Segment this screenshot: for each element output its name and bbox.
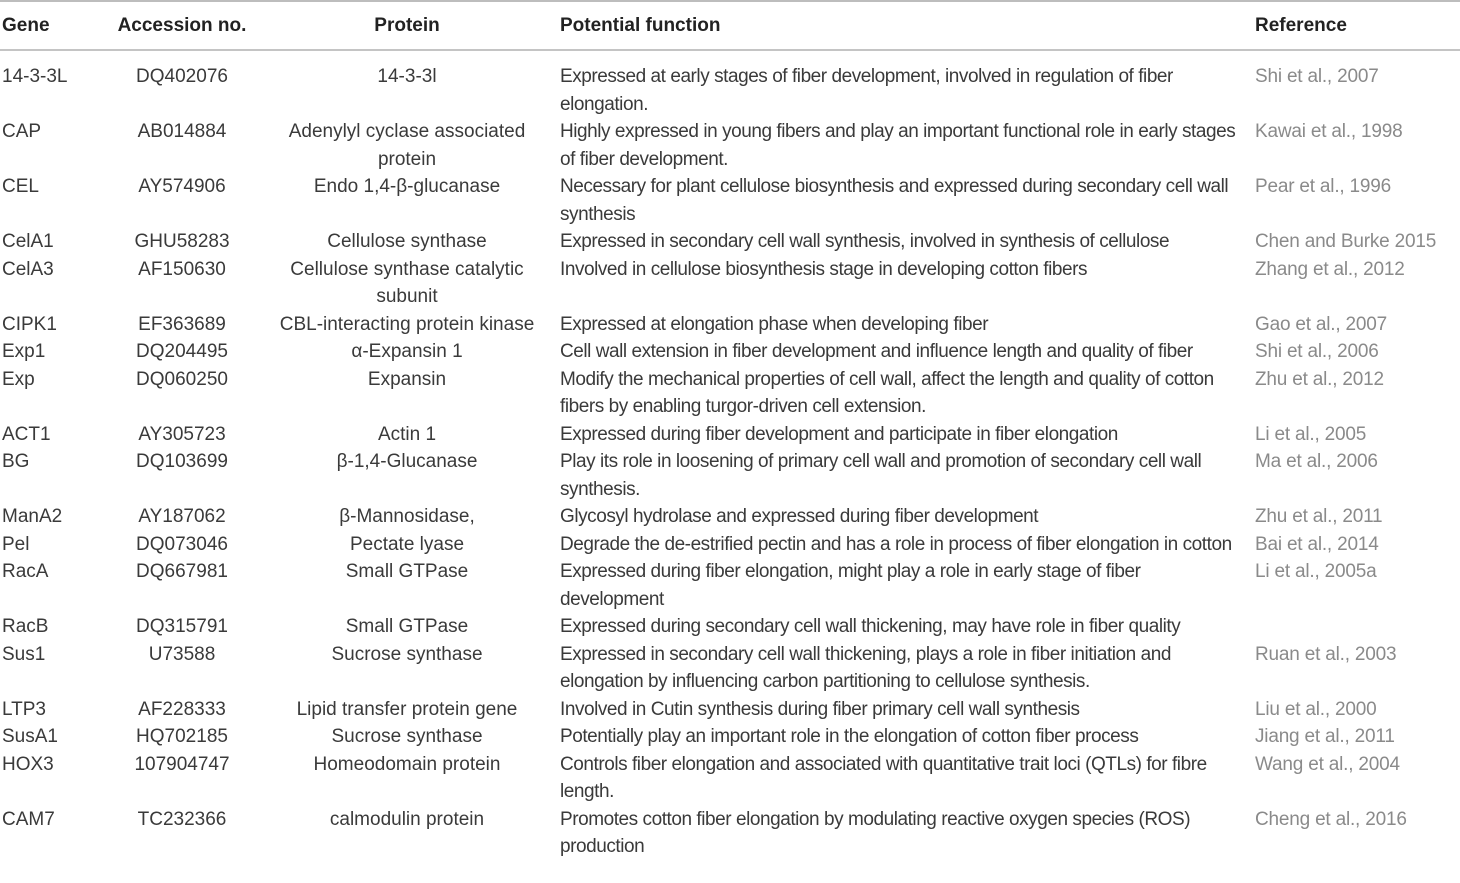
cell-protein: Expansin [367,368,447,390]
cell-protein: Small GTPase [345,561,469,582]
cell-reference: Ma et al., 2006 [1255,451,1378,472]
cell-reference: Jiang et al., 2011 [1255,726,1395,747]
table-row [0,806,1460,861]
cell-gene: Exp1 [2,341,46,362]
cell-protein: Homeodomain protein [313,753,501,775]
cell-function: Involved in cellulose biosynthesis stage in developing cotton fibers [560,258,1088,280]
cell-function: Glycosyl hydrolase and expressed during fiber development [560,506,1039,527]
cell-accession: DQ060250 [136,368,228,390]
cell-gene: HOX3 [2,753,54,775]
table-body [0,50,1460,861]
cell-reference: Cheng et al., 2016 [1255,808,1407,830]
table-row [0,558,1460,613]
cell-gene: CelA3 [2,258,54,280]
cell-reference: Chen and Burke 2015 [1255,231,1437,252]
cell-protein: β-Mannosidase, [339,506,475,527]
cell-gene: CAM7 [2,808,55,830]
cell-reference: Bai et al., 2014 [1255,533,1379,555]
cell-reference: Li et al., 2005a [1255,561,1377,582]
table-row [0,256,1460,311]
cell-protein: Cellulose synthase catalytic subunit [290,258,524,307]
cell-function: Modify the mechanical properties of cell wall, affect the length and quality of cotton fibers by enabling turgor-driven cell extension. [560,368,1214,417]
cell-protein: Adenylyl cyclase associated protein [288,121,526,170]
cell-accession: DQ315791 [136,616,228,637]
cell-protein: β-1,4-Glucanase [336,451,478,472]
cell-accession: U73588 [148,643,216,665]
cell-protein: calmodulin protein [329,808,485,830]
table-row [0,311,1460,339]
table-row [0,613,1460,641]
cell-accession: GHU58283 [134,231,230,252]
cell-protein: Pectate lyase [349,533,465,555]
table-row [0,173,1460,228]
cell-gene: LTP3 [2,698,47,720]
cell-function: Degrade the de-estrified pectin and has a role in process of fiber elongation in cotton [560,533,1232,555]
table-row [0,503,1460,531]
cell-accession: DQ667981 [136,561,228,582]
cell-accession: AF228333 [138,698,226,720]
table-row [0,696,1460,724]
cell-reference: Zhang et al., 2012 [1255,258,1405,280]
cell-protein: Cellulose synthase [327,231,487,252]
cell-protein: α-Expansin 1 [351,341,463,362]
header-row [0,2,1460,50]
cell-protein: Sucrose synthase [331,726,483,747]
cell-function: Play its role in loosening of primary cell wall and promotion of secondary cell wall synthesis. [560,451,1202,500]
cell-function: Cell wall extension in fiber development and influence length and quality of fiber [560,341,1193,362]
cell-reference: Liu et al., 2000 [1255,698,1377,720]
cell-protein: Actin 1 [377,423,437,445]
cell-reference: Gao et al., 2007 [1255,313,1388,335]
table-row [0,448,1460,503]
cell-accession: DQ402076 [136,66,228,87]
cell-function: Highly expressed in young fibers and play an important functional role in early stages of fiber development. [560,121,1236,170]
header-function: Potential function [552,2,1250,50]
cell-accession: AY305723 [138,423,226,445]
cell-gene: RacB [2,616,49,637]
cell-reference: Shi et al., 2006 [1255,341,1379,362]
cell-reference: Ruan et al., 2003 [1255,643,1397,665]
table-header [0,2,1460,50]
cell-accession: AF150630 [138,258,226,280]
cell-gene: Pel [2,533,30,555]
table-row [0,641,1460,696]
cell-reference: Pear et al., 1996 [1255,176,1392,197]
cell-accession: AB014884 [137,121,227,142]
cell-function: Expressed in secondary cell wall thickening, plays a role in fiber initiation and elongation by influencing carbon partitioning to cellulose synthesis. [560,643,1171,692]
cell-gene: RacA [2,561,49,582]
cell-reference: Wang et al., 2004 [1255,753,1400,775]
cell-protein: Small GTPase [345,616,469,637]
header-accession: Accession no. [102,2,262,50]
cell-gene: Sus1 [2,643,46,665]
cell-reference [1250,613,1460,641]
table-row [0,50,1460,118]
cell-accession: AY187062 [138,506,226,527]
cell-function: Expressed at elongation phase when developing fiber [560,313,989,335]
table-row [0,366,1460,421]
cell-gene: BG [2,451,30,472]
cell-accession: EF363689 [138,313,226,335]
cell-function: Expressed at early stages of fiber development, involved in regulation of fiber elongation. [560,66,1173,115]
cell-protein: CBL-interacting protein kinase [279,313,535,335]
cell-gene: CelA1 [2,231,54,252]
cell-accession: DQ204495 [136,341,228,362]
header-protein: Protein [262,2,552,50]
cell-protein: 14-3-3l [377,66,437,87]
cell-gene: CEL [2,176,39,197]
header-gene: Gene [0,2,102,50]
cell-function: Involved in Cutin synthesis during fiber primary cell wall synthesis [560,698,1080,720]
cell-gene: ACT1 [2,423,51,445]
cell-accession: 107904747 [134,753,230,775]
cell-reference: Kawai et al., 1998 [1255,121,1403,142]
cell-reference: Shi et al., 2007 [1255,66,1379,87]
cell-function: Promotes cotton fiber elongation by modulating reactive oxygen species (ROS) production [560,808,1191,857]
cell-reference: Li et al., 2005 [1255,423,1367,445]
header-reference: Reference [1250,2,1460,50]
cell-function: Necessary for plant cellulose biosynthesis and expressed during secondary cell wall synthesis [560,176,1229,225]
cell-accession: DQ103699 [136,451,228,472]
cell-function: Expressed during fiber development and participate in fiber elongation [560,423,1118,445]
cell-protein: Lipid transfer protein gene [296,698,518,720]
table-row [0,421,1460,449]
table-row [0,118,1460,173]
cell-protein: Endo 1,4-β-glucanase [313,176,501,197]
cell-function: Expressed during fiber elongation, might play a role in early stage of fiber development [560,561,1141,610]
cell-gene: SusA1 [2,726,58,747]
cell-accession: DQ073046 [136,533,228,555]
table-row [0,338,1460,366]
gene-table [0,2,1460,861]
cell-function: Expressed in secondary cell wall synthesis, involved in synthesis of cellulose [560,231,1170,252]
cell-protein: Sucrose synthase [331,643,483,665]
cell-gene: Exp [2,368,35,390]
cell-accession: TC232366 [137,808,227,830]
cell-gene: ManA2 [2,506,63,527]
cell-function: Controls fiber elongation and associated with quantitative trait loci (QTLs) for fibre length. [560,753,1207,802]
table-row [0,228,1460,256]
cell-reference: Zhu et al., 2012 [1255,368,1384,390]
table-row [0,531,1460,559]
cell-accession: HQ702185 [136,726,228,747]
table-row [0,723,1460,751]
cell-function: Potentially play an important role in the elongation of cotton fiber process [560,726,1139,747]
cell-gene: CAP [2,121,42,142]
cell-accession: AY574906 [138,176,226,197]
table-row [0,751,1460,806]
cell-gene: 14-3-3L [2,66,68,87]
cell-function: Expressed during secondary cell wall thickening, may have role in fiber quality [560,616,1181,637]
cell-reference: Zhu et al., 2011 [1255,506,1383,527]
cell-gene: CIPK1 [2,313,57,335]
